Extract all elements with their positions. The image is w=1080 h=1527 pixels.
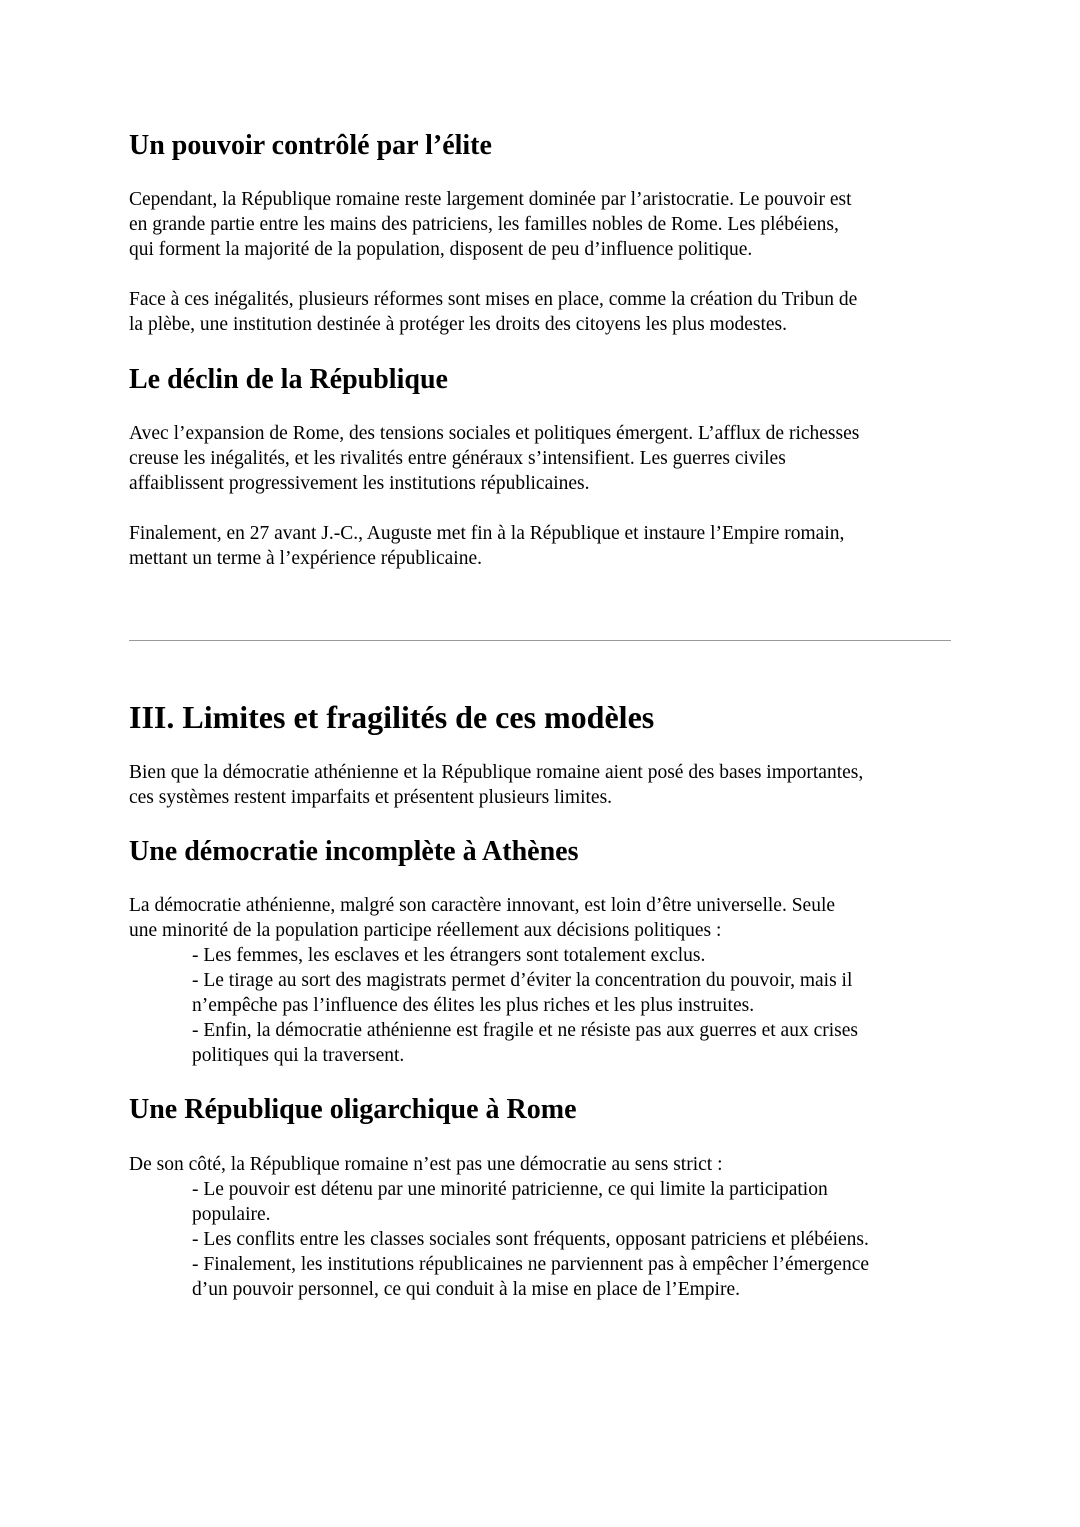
text-line: De son côté, la République romaine n’est pas une démocratie au sens strict : [129,1154,723,1175]
text-line: Bien que la démocratie athénienne et la République romaine aient posé des bases importantes, [129,762,864,783]
bullet-item: - Enfin, la démocratie athénienne est fragile et ne résiste pas aux guerres et aux crises [192,1020,858,1041]
text-line: Face à ces inégalités, plusieurs réformes sont mises en place, comme la création du Tribun de [129,289,858,310]
text-line: mettant un terme à l’expérience républicaine. [129,548,482,569]
bullet-item: - Finalement, les institutions républicaines ne parviennent pas à empêcher l’émergence [192,1254,870,1275]
heading-rome: Une République oligarchique à Rome [129,1094,577,1125]
paragraph-elite-2 [129,287,857,337]
text-line: la plèbe, une institution destinée à protéger les droits des citoyens les plus modestes. [129,314,787,335]
text-line: en grande partie entre les mains des patriciens, les familles nobles de Rome. Les plébéiens, [129,214,839,235]
text-line: ces systèmes restent imparfaits et présentent plusieurs limites. [129,787,613,808]
heading-limites: III. Limites et fragilités de ces modèles [129,699,655,735]
paragraph-declin-2 [129,521,844,571]
bullet-item: - Les femmes, les esclaves et les étrangers sont totalement exclus. [192,945,706,966]
heading-elite: Un pouvoir contrôlé par l’élite [129,130,492,161]
paragraph-limites [129,760,863,810]
bullet-item-continued: n’empêche pas l’influence des élites les plus riches et les plus instruites. [192,995,755,1016]
bullet-item: - Le tirage au sort des magistrats permet d’éviter la concentration du pouvoir, mais il [192,970,853,991]
bullet-item: - Les conflits entre les classes sociales sont fréquents, opposant patriciens et plébéiens. [192,1229,869,1250]
horizontal-divider [129,640,951,641]
text-line: creuse les inégalités, et les rivalités entre généraux s’intensifient. Les guerres civiles [129,448,786,469]
text-line: La démocratie athénienne, malgré son caractère innovant, est loin d’être universelle. Seule [129,895,836,916]
heading-declin: Le déclin de la République [129,364,448,395]
paragraph-elite-1 [129,187,852,262]
heading-athenes: Une démocratie incomplète à Athènes [129,836,579,867]
text-line: Finalement, en 27 avant J.-C., Auguste met fin à la République et instaure l’Empire romain, [129,523,845,544]
paragraph-rome [129,1152,869,1302]
text-line: Cependant, la République romaine reste largement dominée par l’aristocratie. Le pouvoir est [129,189,852,210]
text-line: affaiblissent progressivement les institutions républicaines. [129,473,590,494]
paragraph-declin-1 [129,421,859,496]
bullet-item-continued: populaire. [192,1204,271,1225]
bullet-item-continued: d’un pouvoir personnel, ce qui conduit à la mise en place de l’Empire. [192,1279,740,1300]
bullet-item: - Le pouvoir est détenu par une minorité patricienne, ce qui limite la participation [192,1179,828,1200]
text-line: Avec l’expansion de Rome, des tensions sociales et politiques émergent. L’afflux de richesses [129,423,860,444]
paragraph-athenes [129,893,858,1068]
text-line: une minorité de la population participe réellement aux décisions politiques : [129,920,722,941]
text-line: qui forment la majorité de la population, disposent de peu d’influence politique. [129,239,753,260]
bullet-item-continued: politiques qui la traversent. [192,1045,405,1066]
